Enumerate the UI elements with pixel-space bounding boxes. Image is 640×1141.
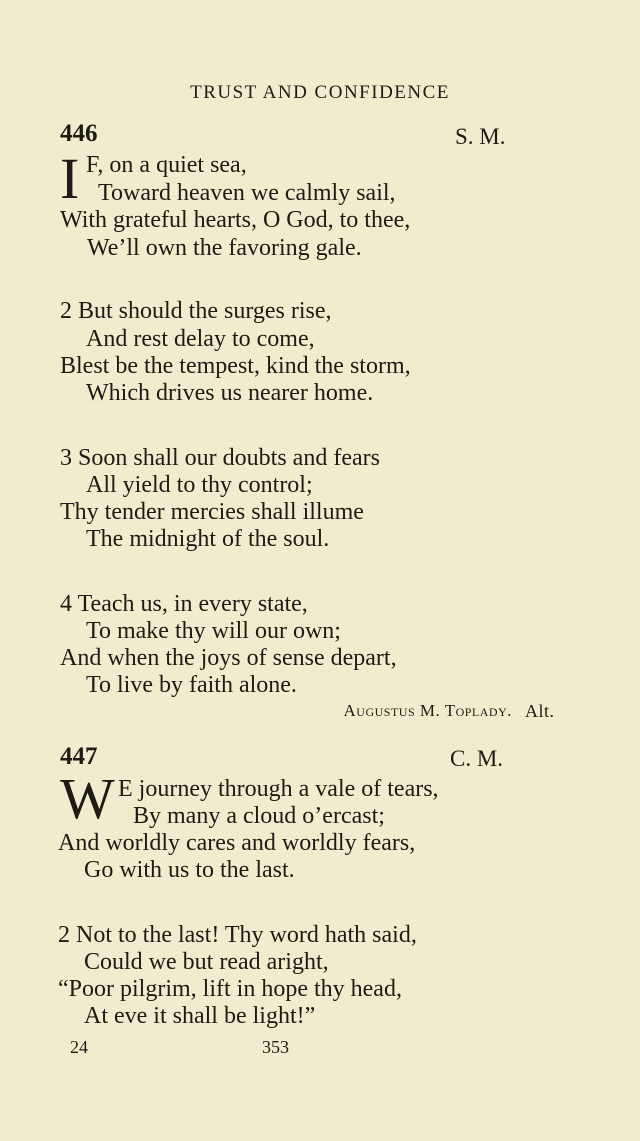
hymn446-line-2: Toward heaven we calmly sail, [98, 180, 396, 206]
hymn446-line-1: F, on a quiet sea, [86, 152, 247, 178]
hymn-number-447: 447 [60, 743, 98, 770]
hymn446-author: Augustus M. Toplady. [343, 701, 512, 720]
hymn446-s2-line-3: Blest be the tempest, kind the storm, [60, 353, 411, 379]
hymn446-s4-line-3: And when the joys of sense depart, [60, 645, 397, 671]
hymn446-s3-line-4: The midnight of the soul. [86, 526, 330, 552]
hymn446-s3-line-1: 3 Soon shall our doubts and fears [60, 445, 380, 471]
hymn446-s2-line-4: Which drives us nearer home. [86, 380, 374, 406]
hymn446-alt: Alt. [525, 701, 555, 721]
hymn446-s2-line-1: 2 But should the surges rise, [60, 298, 332, 324]
hymn446-s3-line-2: All yield to thy control; [86, 472, 313, 498]
hymn446-s3-line-3: Thy tender mercies shall illume [60, 499, 364, 525]
hymn446-s4-line-2: To make thy will our own; [86, 618, 341, 644]
hymn-meter-446: S. M. [455, 124, 506, 149]
hymn446-s4-line-1: 4 Teach us, in every state, [60, 591, 308, 617]
hymn447-line-1: E journey through a vale of tears, [118, 776, 439, 802]
hymn446-s2-line-2: And rest delay to come, [86, 326, 315, 352]
hymn447-line-4: Go with us to the last. [84, 857, 295, 883]
hymn-meter-447: C. M. [450, 746, 504, 771]
dropcap-447: W [60, 766, 115, 831]
page-number: 353 [262, 1037, 289, 1057]
hymn446-s4-line-4: To live by faith alone. [86, 672, 297, 698]
page-header: TRUST AND CONFIDENCE [190, 82, 450, 103]
hymn447-s2-line-2: Could we but read aright, [84, 949, 329, 975]
hymn447-s2-line-3: “Poor pilgrim, lift in hope thy head, [58, 976, 402, 1002]
hymn447-line-2: By many a cloud o’ercast; [133, 803, 385, 829]
hymn447-line-3: And worldly cares and worldly fears, [58, 830, 416, 856]
hymn-number-446: 446 [60, 120, 98, 147]
signature-mark: 24 [70, 1037, 88, 1057]
hymn446-line-4: We’ll own the favoring gale. [87, 235, 362, 261]
dropcap-446: I [60, 146, 80, 211]
hymn447-s2-line-4: At eve it shall be light!” [84, 1003, 316, 1029]
hymn447-s2-line-1: 2 Not to the last! Thy word hath said, [58, 922, 417, 948]
hymn446-line-3: With grateful hearts, O God, to thee, [60, 207, 411, 233]
